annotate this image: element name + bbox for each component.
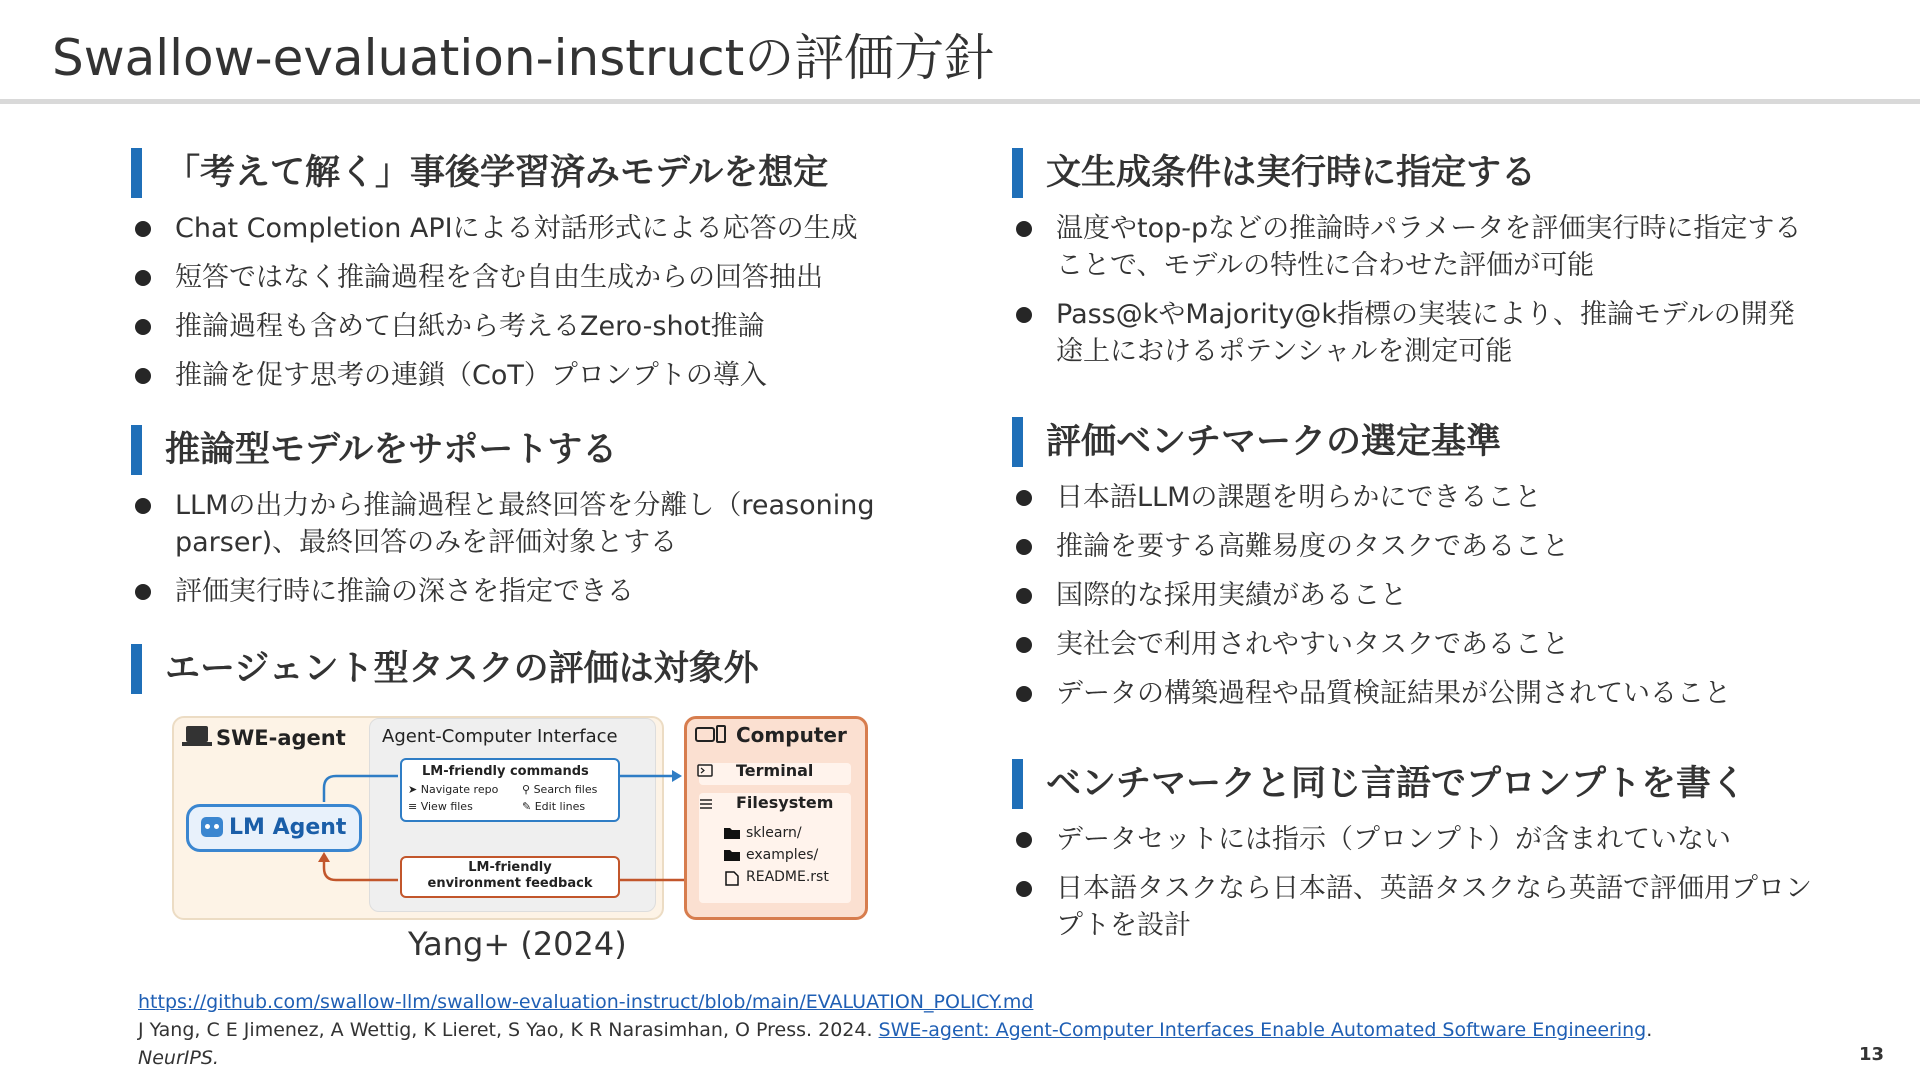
list-item: 実社会で利用されやすいタスクであること: [1012, 626, 1812, 663]
list-item: 短答ではなく推論過程を含む自由生成からの回答抽出: [131, 259, 931, 296]
section-heading: ベンチマークと同じ言語でプロンプトを書く: [1012, 759, 1812, 809]
heading-bar: [1012, 417, 1023, 467]
citation: J Yang, C E Jimenez, A Wettig, K Lieret, S Yao, K R Narasimhan, O Press. 2024. SWE-agent: Agent-Computer Interfaces Enable Automated Software Engineering.: [138, 1019, 1653, 1041]
list-item: 推論を要する高難易度のタスクであること: [1012, 528, 1812, 565]
swe-agent-label: SWE-agent: [216, 726, 346, 750]
list-item: Pass@kやMajority@k指標の実装により、推論モデルの開発途上におけるポテンシャルを測定可能: [1012, 296, 1812, 370]
list-item: 国際的な採用実績があること: [1012, 577, 1812, 614]
file-entry: examples/: [746, 847, 819, 863]
section-generation-conditions: [1012, 148, 1812, 370]
list-item: 日本語LLMの課題を明らかにできること: [1012, 479, 1812, 516]
command-search: ⚲ Search files: [522, 783, 598, 796]
section-prompt-language: [1012, 759, 1812, 944]
folder-icon: [724, 850, 740, 861]
list-item: 日本語タスクなら日本語、英語タスクなら英語で評価用プロンプトを設計: [1012, 870, 1812, 944]
command-edit: ✎ Edit lines: [522, 800, 586, 813]
feedback-line2: environment feedback: [427, 876, 593, 891]
list-item: 温度やtop-pなどの推論時パラメータを評価実行時に指定することで、モデルの特性に合わせた評価が可能: [1012, 210, 1812, 284]
title-divider: [0, 99, 1920, 104]
folder-icon: [724, 828, 740, 839]
citation-venue: NeurIPS.: [138, 1047, 219, 1069]
heading-bar: [131, 425, 142, 475]
section-heading: エージェント型タスクの評価は対象外: [131, 644, 931, 694]
list-item: データセットには指示（プロンプト）が含まれていない: [1012, 821, 1812, 858]
commands-title: LM-friendly commands: [422, 764, 589, 779]
feedback-line1: LM-friendly: [468, 860, 552, 875]
section-heading: 文生成条件は実行時に指定する: [1012, 148, 1812, 198]
section-reasoning-support: [131, 425, 931, 610]
list-item: 推論過程も含めて白紙から考えるZero-shot推論: [131, 308, 931, 345]
list-item: 評価実行時に推論の深さを指定できる: [131, 573, 931, 610]
page-title: Swallow-evaluation-instructの評価方針: [52, 29, 995, 87]
heading-bar: [1012, 759, 1023, 809]
feedback-box: [400, 856, 620, 898]
list-item: LLMの出力から推論過程と最終回答を分離し（reasoning parser)、最終回答のみを評価対象とする: [131, 487, 931, 561]
agent-to-commands-arrow: [324, 776, 398, 802]
section-agent-tasks: [131, 644, 931, 694]
heading-bar: [131, 644, 142, 694]
arrowhead-blue: [672, 770, 682, 782]
navigate-icon: ➤: [408, 783, 418, 796]
commands-box: [400, 758, 620, 822]
section-heading: 推論型モデルをサポートする: [131, 425, 931, 475]
arrowhead-orange: [318, 852, 330, 862]
diagram-caption: Yang+ (2024): [408, 925, 627, 963]
references: [138, 988, 1778, 1072]
list-item: データの構築過程や品質検証結果が公開されていること: [1012, 675, 1812, 712]
robot-icon: [201, 817, 223, 837]
heading-bar: [131, 148, 142, 198]
terminal-icon: [698, 765, 712, 776]
page-number: 13: [1858, 1044, 1884, 1065]
policy-link[interactable]: https://github.com/swallow-llm/swallow-evaluation-instruct/blob/main/EVALUATION_POLICY.md: [138, 991, 1034, 1013]
heading-bar: [1012, 148, 1023, 198]
file-entry: sklearn/: [746, 825, 802, 841]
view-icon: ≡: [408, 800, 418, 813]
aci-label: Agent-Computer Interface: [382, 726, 618, 747]
file-entry: README.rst: [746, 869, 829, 885]
command-navigate: ➤ Navigate repo: [408, 783, 499, 796]
paper-link[interactable]: SWE-agent: Agent-Computer Interfaces Enable Automated Software Engineering: [878, 1019, 1647, 1041]
section-heading: 評価ベンチマークの選定基準: [1012, 417, 1812, 467]
section-benchmark-criteria: [1012, 417, 1812, 712]
feedback-to-agent-arrow: [324, 856, 398, 880]
file-icon: [726, 872, 738, 885]
list-item: 推論を促す思考の連鎖（CoT）プロンプトの導入: [131, 357, 931, 394]
section-heading: 「考えて解く」事後学習済みモデルを想定: [131, 148, 931, 198]
swe-agent-diagram: [172, 714, 866, 920]
filesystem-label: Filesystem: [736, 793, 834, 812]
section-assumed-model: [131, 148, 931, 394]
command-view: ≡ View files: [408, 800, 473, 813]
list-item: Chat Completion APIによる対話形式による応答の生成: [131, 210, 931, 247]
filesystem-icon: [700, 800, 712, 808]
computer-label: Computer: [736, 723, 847, 747]
edit-icon: ✎: [522, 800, 532, 813]
monitor-icon: [186, 726, 208, 742]
search-icon: ⚲: [522, 783, 531, 796]
terminal-label: Terminal: [736, 761, 814, 780]
lm-agent-node: LM Agent: [186, 804, 362, 852]
computer-icon: [696, 728, 714, 741]
